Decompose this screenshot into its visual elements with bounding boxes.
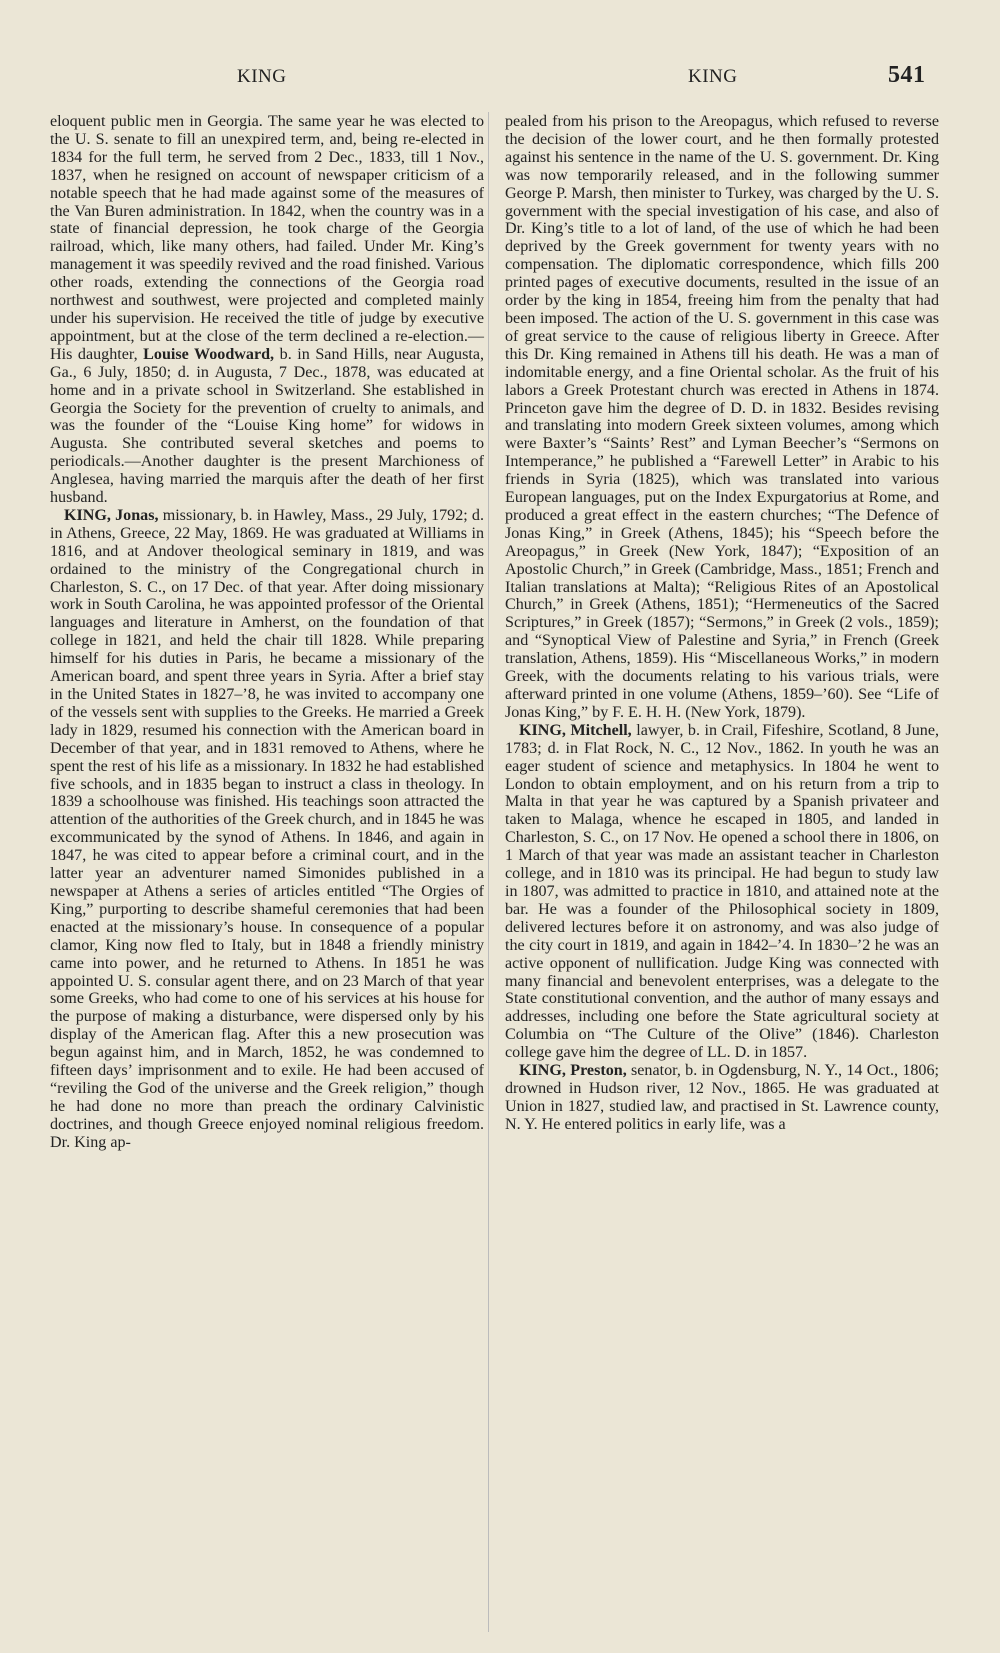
text: senator, b. in Ogdensburg, N. Y., 14 Oct., 1806; drowned in Hudson river, 12 Nov., 1865. He was graduated at Union in 1827, studied law, and practised in St. Lawrence county, N. Y. He entered politics in early life, was a [505,1062,939,1133]
header-left: KING [237,66,287,87]
entry-name: Louise Woodward, [143,345,275,363]
running-header [0,62,1000,96]
paragraph [50,113,484,507]
column-divider [488,112,489,1632]
text: b. in Sand Hills, near Augusta, Ga., 6 July, 1850; d. in Augusta, 7 Dec., 1878, was educated at home and in a private school in Switzerland. She established in Georgia the Society for the prevention of cruelty to animals, and was the founder of the “Louise King home” for widows in Augusta. She contributed several sketches and poems to periodicals.—Another daughter is the present Marchioness of Anglesea, having married the marquis after the death of her first husband. [50,345,484,507]
text: eloquent public men in Georgia. The same year he was elected to the U. S. senate to fill an unexpired term, and, being re-elected in 1834 for the full term, he served from 2 Dec., 1833, till 1 Nov., 1837, when he resigned on account of newspaper criticism of a notable speech that he had made against some of the measures of the Van Buren administration. In 1842, when the country was in a state of financial depression, he took charge of the Georgia railroad, which, like many others, had failed. Under Mr. King’s management it was speedily revived and the road finished. Various other roads, extending the connections of the Georgia road northwest and southwest, were projected and completed mainly under his supervision. He received the title of judge by executive appointment, but at the close of the term declined a re-election.—His daughter, [50,113,484,363]
entry-name: KING, Preston, [519,1062,627,1080]
entry-name: KING, Mitchell, [519,721,632,739]
entry-paragraph [505,722,939,1062]
entry-name: KING, Jonas, [64,506,159,524]
right-column [505,113,939,1134]
entry-paragraph [505,1062,939,1134]
page-number: 541 [888,62,926,88]
text: missionary, b. in Hawley, Mass., 29 July, 1792; d. in Athens, Greece, 22 May, 1869. He was graduated at Williams in 1816, and at Andover theological seminary in 1819, and was ordained to the ministry of the Congregational church in Charleston, S. C., on 17 Dec. of that year. After doing missionary work in South Carolina, he was appointed professor of the Oriental languages and literature in Amherst, on the foundation of that college in 1821, and held the chair till 1828. While preparing himself for his duties in Paris, he became a missionary of the American board, and spent three years in Syria. After a brief stay in the United States in 1827–’8, he was invited to accompany one of the vessels sent with supplies to the Greeks. He married a Greek lady in 1829, resumed his connection with the American board in December of that year, and in 1831 removed to Athens, where he spent the rest of his life as a missionary. In 1832 he had established five schools, and in 1835 began to instruct a class in theology. In 1839 a schoolhouse was finished. His teachings soon attracted the attention of the authorities of the Greek church, and in 1845 he was excommunicated by the synod of Athens. In 1846, and again in 1847, he was cited to appear before a criminal court, and in the latter year an adventurer named Simonides published in a newspaper at Athens a series of articles entitled “The Orgies of King,” purporting to describe shameful ceremonies that had been enacted at the missionary’s house. In consequence of a popular clamor, King now fled to Italy, but in 1848 a friendly ministry came into power, and he returned to Athens. In 1851 he was appointed U. S. consular agent there, and on 23 March of that year some Greeks, who had come to one of his services at his house for the purpose of making a disturbance, were dispersed only by his display of the American flag. After this a new prosecution was begun against him, and in March, 1852, he was condemned to fifteen days’ imprisonment and to exile. He had been accused of “reviling the God of the universe and the Greek religion,” though he had done no more than preach the ordinary Calvinistic doctrines, and though Greece enjoyed nominal religious freedom. Dr. King ap- [50,506,484,1151]
header-right: KING [688,66,738,87]
paragraph: pealed from his prison to the Areopagus, which refused to reverse the decision of the lower court, and he then formally protested against his sentence in the name of the U. S. government. Dr. King was now temporarily released, and in the following summer George P. Marsh, then minister to Turkey, was charged by the U. S. government with the special investigation of his case, and also of Dr. King’s title to a lot of land, of the use of which he had been deprived by the Greek government for twenty years with no compensation. The diplomatic correspondence, which fills 200 printed pages of executive documents, resulted in the issue of an order by the king in 1854, freeing him from the penalty that had been imposed. The action of the U. S. government in this case was of great service to the cause of religious liberty in Greece. After this Dr. King remained in Athens till his death. He was a man of indomitable energy, and a fine Oriental scholar. As the fruit of his labors a Greek Protestant church was erected in Athens in 1874. Princeton gave him the degree of D. D. in 1832. Besides revising and translating into modern Greek sixteen volumes, among which were Baxter’s “Saints’ Rest” and Lyman Beecher’s “Sermons on Intemperance,” he published a “Farewell Letter” in Arabic to his friends in Syria (1825), which was translated into various European languages, put on the Index Expurgatorius at Rome, and produced a great effect in the eastern churches; “The Defence of Jonas King,” in Greek (Athens, 1845); his “Speech before the Areopagus,” in Greek (New York, 1847); “Exposition of an Apostolic Church,” in Greek (Cambridge, Mass., 1851; French and Italian translations at Malta); “Religious Rites of an Apostolical Church,” in Greek (Athens, 1851); “Hermeneutics of the Sacred Scriptures,” in Greek (1857); “Sermons,” in Greek (2 vols., 1859); and “Synoptical View of Palestine and Syria,” in French (Greek translation, Athens, 1859). His “Miscellaneous Works,” in modern Greek, with the documents relating to his various trials, were afterward printed in one volume (Athens, 1859–’60). See “Life of Jonas King,” by F. E. H. H. (New York, 1879). [505,113,939,721]
entry-paragraph [50,507,484,1152]
left-column [50,113,484,1152]
text: lawyer, b. in Crail, Fifeshire, Scotland, 8 June, 1783; d. in Flat Rock, N. C., 12 Nov., 1862. In youth he was an eager student of science and metaphysics. In 1804 he went to London to obtain employment, and on his return from a trip to Malta in that year he was captured by a Spanish privateer and taken to Malaga, whence he escaped in 1805, and landed in Charleston, S. C., on 17 Nov. He opened a school there in 1806, on 1 March of that year was made an assistant teacher in Charleston college, and in 1810 was its principal. He had begun to study law in 1807, was admitted to practice in 1810, and attained note at the bar. He was a founder of the Philosophical society in 1809, delivered lectures before it on astronomy, and was also judge of the city court in 1819, and again in 1842–’4. In 1830–’2 he was an active opponent of nullification. Judge King was connected with many financial and benevolent enterprises, was a delegate to the State constitutional convention, and the author of many essays and addresses, including one before the State agricultural society at Columbia on “The Culture of the Olive” (1846). Charleston college gave him the degree of LL. D. in 1857. [505,721,939,1062]
